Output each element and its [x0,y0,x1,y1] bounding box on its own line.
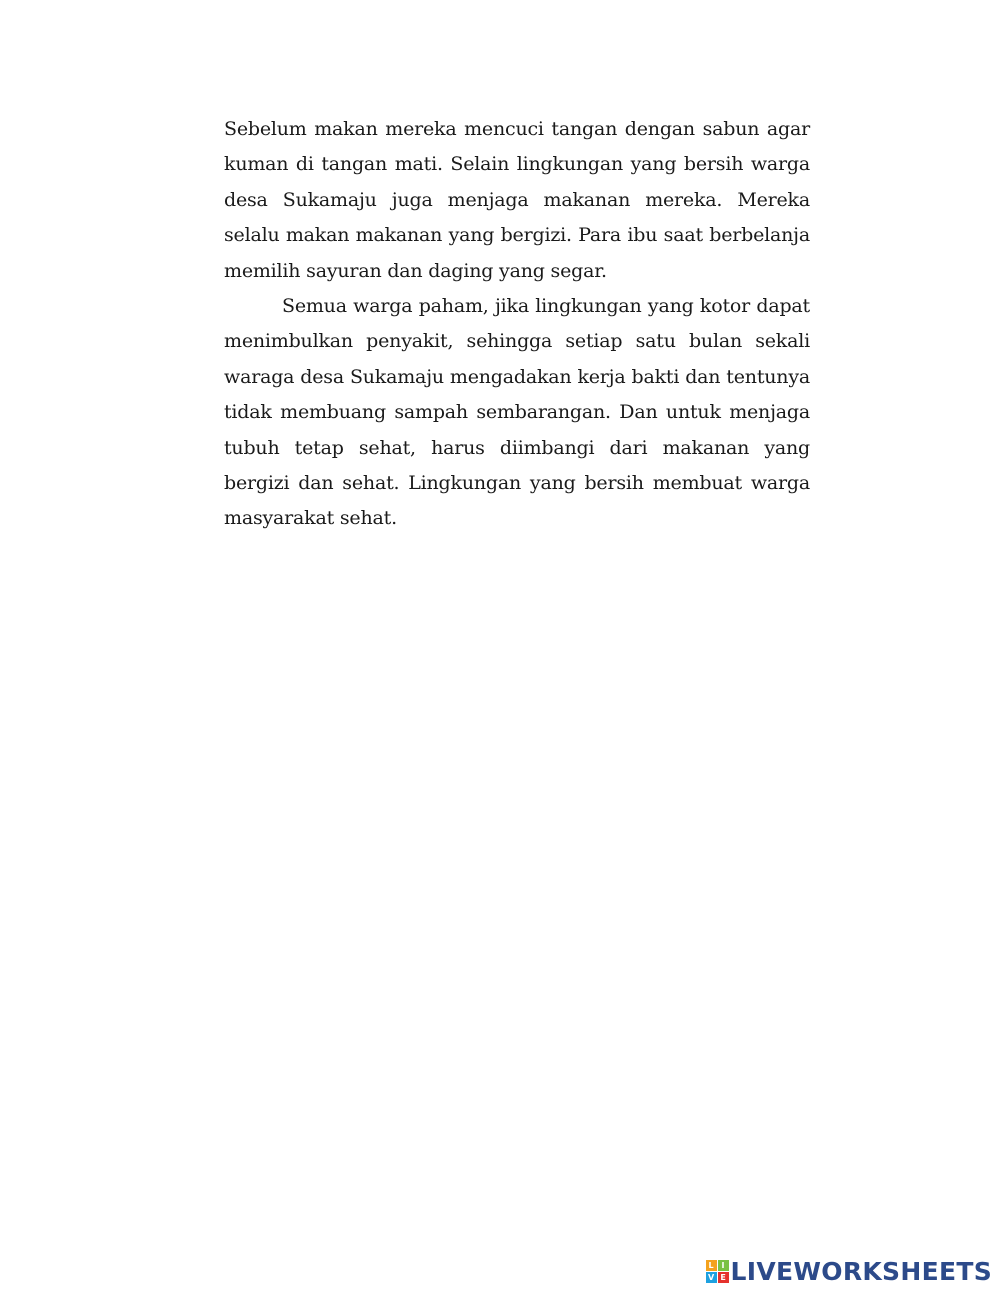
logo-letter-e: E [718,1272,729,1283]
logo-wordmark: LIVEWORKSHEETS [730,1256,992,1286]
logo-letter-i: I [718,1260,729,1271]
paragraph-1: Sebelum makan mereka mencuci tangan dengan sabun agar kuman di tangan mati. Selain lingkungan yang bersih warga desa Sukamaju juga menjaga makanan mereka. Mereka selalu makan makanan yang bergizi. Para ibu saat berbelanja memilih sayuran dan daging yang segar. [224,118,810,282]
logo-letter-v: V [706,1272,717,1283]
liveworksheets-logo [706,1256,992,1286]
body-text [224,112,810,537]
liveworksheets-logo-icon [706,1260,729,1283]
paragraph-2: Semua warga paham, jika lingkungan yang kotor dapat menimbulkan penyakit, sehingga setiap satu bulan sekali waraga desa Sukamaju mengadakan kerja bakti dan tentunya tidak membuang sampah sembarangan. Dan untuk menjaga tubuh tetap sehat, harus diimbangi dari makanan yang bergizi dan sehat. Lingkungan yang bersih membuat warga masyarakat sehat. [224,295,810,530]
logo-letter-l: L [706,1260,717,1271]
